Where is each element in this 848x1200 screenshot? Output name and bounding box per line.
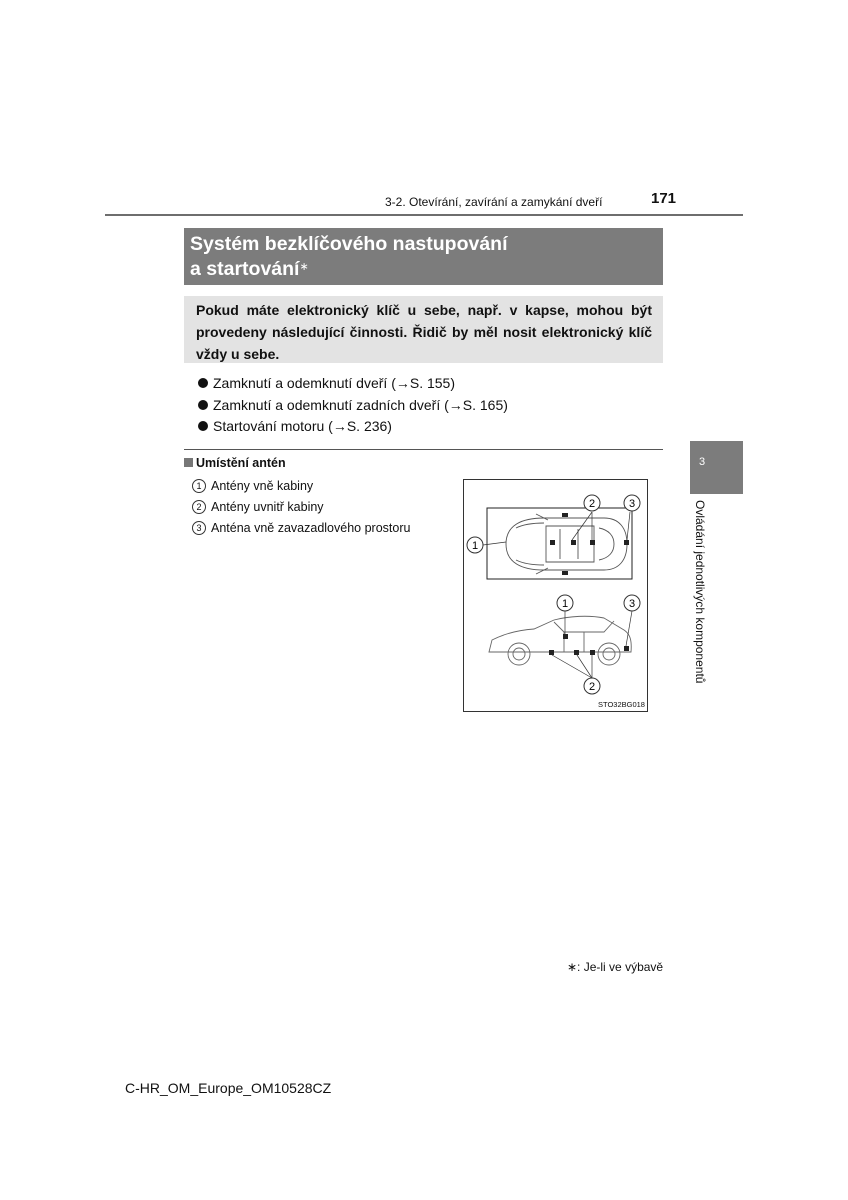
legend-label: Anténa vně zavazadlového prostoru xyxy=(211,521,411,535)
callout-label: 2 xyxy=(588,681,596,693)
antenna-legend xyxy=(192,476,410,539)
section-title-box xyxy=(184,228,663,285)
chapter-tab-number: 3 xyxy=(699,456,706,468)
bullet-link[interactable]: Startování motoru (→S. 236) xyxy=(213,418,392,434)
legend-item xyxy=(192,518,410,539)
page-number: 171 xyxy=(651,190,677,207)
car-side-view-icon xyxy=(489,616,631,665)
bullet-icon xyxy=(198,378,208,388)
square-bullet-icon xyxy=(184,458,193,467)
footnote: ∗: Je-li ve výbavě xyxy=(567,960,664,974)
antenna-heading-text: Umístění antén xyxy=(196,456,286,470)
figure-code: STO32BG018 xyxy=(598,700,645,709)
document-code: C-HR_OM_Europe_OM10528CZ xyxy=(125,1080,332,1096)
title-line-1: Systém bezklíčového nastupování xyxy=(190,233,508,255)
chapter-tab-label: Ovládání jednotlivých komponentů xyxy=(693,500,707,684)
bullet-icon xyxy=(198,400,208,410)
title-line-2 xyxy=(190,257,663,282)
bullet-link[interactable]: Zamknutí a odemknutí dveří (→S. 155) xyxy=(213,375,455,391)
legend-item xyxy=(192,497,410,518)
antenna-location-figure xyxy=(463,479,648,712)
section-divider xyxy=(184,449,663,450)
bullet-icon xyxy=(198,421,208,431)
callout-label: 3 xyxy=(628,498,636,510)
legend-label: Antény vně kabiny xyxy=(211,479,314,493)
bullet-item xyxy=(198,373,508,395)
antenna-heading xyxy=(184,456,286,470)
bullet-item xyxy=(198,416,508,438)
car-diagram xyxy=(464,480,647,711)
title-marker: ∗ xyxy=(299,261,309,273)
antenna-markers-top xyxy=(550,513,629,575)
chapter-tab[interactable] xyxy=(690,441,743,494)
circled-number: 2 xyxy=(192,500,206,514)
callout-label: 1 xyxy=(471,540,479,552)
callout-label: 1 xyxy=(561,598,569,610)
bullet-item xyxy=(198,395,508,417)
callout-label: 2 xyxy=(588,498,596,510)
circled-number: 1 xyxy=(192,479,206,493)
header-divider xyxy=(105,214,743,216)
callouts-side xyxy=(557,595,640,694)
circled-number: 3 xyxy=(192,521,206,535)
legend-item xyxy=(192,476,410,497)
bullet-link[interactable]: Zamknutí a odemknutí zadních dveří (→S. 165) xyxy=(213,396,508,413)
header-section-title: 3-2. Otevírání, zavírání a zamykání dveří xyxy=(385,195,603,209)
callout-label: 3 xyxy=(628,598,636,610)
bullet-list xyxy=(198,373,508,438)
legend-label: Antény uvnitř kabiny xyxy=(211,500,324,514)
intro-box: Pokud máte elektronický klíč u sebe, např. v kapse, mohou být provedeny následující činnosti. Řidič by měl nosit elektronický klíč vždy u sebe. xyxy=(184,296,663,363)
car-top-view-icon xyxy=(506,514,627,574)
title-line-2-text: a startování xyxy=(190,258,300,280)
